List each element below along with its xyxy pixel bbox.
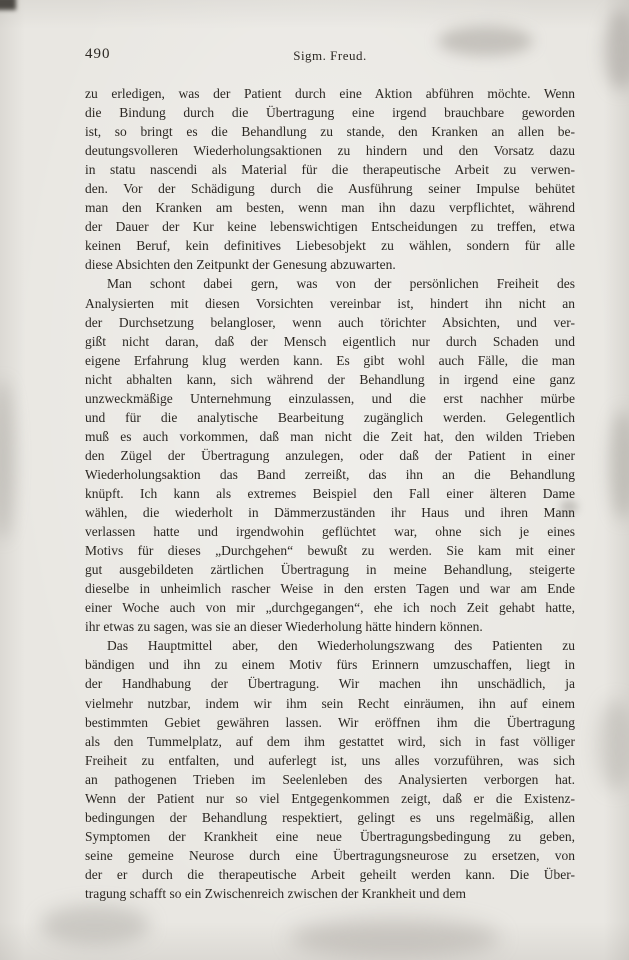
text-line: eigene Erfahrung klug werden kann. Es gibt wohl auch Fälle, die man bbox=[85, 352, 575, 368]
text-line: ist, so bringt es die Behandlung zu stande, den Kranken an allen be- bbox=[85, 124, 575, 140]
text-line: deutungsvolleren Wiederholungsaktionen zu hindern und den Vorsatz dazu bbox=[85, 143, 575, 159]
text-line: Freiheit zu entfalten, und auferlegt ist, uns alles vorzuführen, was sich bbox=[85, 752, 575, 768]
running-header bbox=[85, 46, 575, 66]
text-line: an pathogenen Trieben im Seelenleben des Analysierten verborgen hat. bbox=[85, 771, 575, 787]
text-line: und für die analytische Bearbeitung zugänglich werden. Gelegentlich bbox=[85, 409, 575, 425]
text-line: Motivs für dieses „Durchgehen“ bewußt zu werden. Sie kam mit einer bbox=[85, 543, 575, 559]
text-line: der Handhabung der Übertragung. Wir machen ihn unschädlich, ja bbox=[85, 676, 575, 692]
text-line: wählen, die wiederholt in Dämmerzuständen ihr Haus und ihren Mann bbox=[85, 505, 575, 521]
text-line: zu erledigen, was der Patient durch eine Aktion abführen möchte. Wenn bbox=[85, 86, 575, 101]
text-line: bedingungen der Behandlung respektiert, gelingt es uns regelmäßig, allen bbox=[85, 809, 575, 825]
text-block bbox=[85, 84, 575, 903]
text-line: knüpft. Ich kann als extremes Beispiel den Fall einer älteren Dame bbox=[85, 485, 575, 501]
text-line: bändigen und ihn zu einem Motiv fürs Erinnern umzuschaffen, liegt in bbox=[85, 657, 575, 673]
text-line: diese Absichten den Zeitpunkt der Genesung abzuwarten. bbox=[85, 257, 396, 273]
text-line: dieselbe in unheimlich rascher Weise in den ersten Tagen und war am Ende bbox=[85, 581, 575, 597]
text-line: der er durch die therapeutische Arbeit geheilt werden kann. Die Über- bbox=[85, 866, 575, 882]
paragraph bbox=[85, 84, 575, 274]
text-line: den Zügel der Übertragung anzulegen, oder daß der Patient in einer bbox=[85, 447, 575, 463]
text-line: einer Woche auch von mir „durchgegangen“, ehe ich noch Zeit gehabt hatte, bbox=[85, 600, 575, 616]
text-line: Wenn der Patient nur so viel Entgegenkommen zeigt, daß er die Existenz- bbox=[85, 790, 575, 806]
text-line: Symptomen der Krankheit eine neue Übertragungsbedingung zu geben, bbox=[85, 828, 575, 844]
text-line: bestimmten Gebiet gewähren lassen. Wir eröffnen ihm die Übertragung bbox=[85, 714, 575, 730]
scan-artifact bbox=[0, 0, 16, 10]
scan-artifact bbox=[598, 700, 629, 790]
text-line: den. Vor der Schädigung durch die Ausführung seiner Impulse behütet bbox=[85, 181, 575, 197]
text-line: der Durchsetzung belangloser, wenn auch törichter Absichten, und ver- bbox=[85, 314, 575, 330]
text-line: gißt nicht daran, daß der Mensch eigentlich nur durch Schaden und bbox=[85, 333, 575, 349]
text-line: unzweckmäßige Unternehmung einzulassen, und die erst nachher mürbe bbox=[85, 390, 575, 406]
text-line: Wiederholungsaktion das Band zerreißt, das ihn an die Behandlung bbox=[85, 466, 575, 482]
text-line: gut ausgebildeten zärtlichen Übertragung in meine Behandlung, steigerte bbox=[85, 562, 575, 578]
text-line: Man schont dabei gern, was von der persönlichen Freiheit des bbox=[107, 276, 575, 292]
text-line: nicht abhalten kann, sich während der Behandlung in irgend eine ganz bbox=[85, 371, 575, 387]
text-line: seine gemeine Neurose durch eine Übertragungsneurose zu ersetzen, von bbox=[85, 847, 575, 863]
text-line: ihr etwas zu sagen, was sie an dieser Wiederholung hätte hindern können. bbox=[85, 619, 483, 635]
paragraph bbox=[85, 636, 575, 903]
text-line: als den Tummelplatz, auf dem ihm gestattet wird, sich in fast völliger bbox=[85, 733, 575, 749]
text-line: verlassen hatte und irgendwohin geflüchtet war, ohne sich je eines bbox=[85, 524, 575, 540]
page-number: 490 bbox=[85, 46, 111, 62]
running-header-title: Sigm. Freud. bbox=[293, 48, 367, 63]
text-line: Analysierten mit diesen Vorsichten vereinbar ist, hindert ihn nicht an bbox=[85, 295, 575, 311]
text-line: in statu nascendi als Material für die therapeutische Arbeit zu verwen- bbox=[85, 162, 575, 178]
text-line: der Dauer der Kur keine lebenswichtigen Entscheidungen zu treffen, etwa bbox=[85, 219, 575, 235]
paragraph bbox=[85, 274, 575, 636]
scan-artifact bbox=[0, 380, 14, 540]
text-line: man den Kranken am besten, wenn man ihn dazu verpflichtet, während bbox=[85, 200, 575, 216]
scan-artifact bbox=[610, 410, 629, 520]
scan-artifact bbox=[40, 905, 150, 945]
text-line: muß es auch vorkommen, daß man nicht die Zeit hat, den wilden Trieben bbox=[85, 428, 575, 444]
text-line: vielmehr nutzbar, indem wir ihm sein Recht einräumen, ihn auf einem bbox=[85, 695, 575, 711]
text-line: Das Hauptmittel aber, den Wiederholungszwang des Patienten zu bbox=[107, 638, 575, 654]
text-line: keinen Beruf, kein definitives Liebesobjekt zu wählen, sondern für alle bbox=[85, 238, 575, 254]
text-line: tragung schafft so ein Zwischenreich zwischen der Krankheit und dem bbox=[85, 885, 466, 901]
text-line: die Bindung durch die Übertragung eine irgend brauchbare geworden bbox=[85, 105, 575, 121]
scan-artifact bbox=[290, 918, 500, 958]
scan-artifact bbox=[604, 10, 629, 90]
